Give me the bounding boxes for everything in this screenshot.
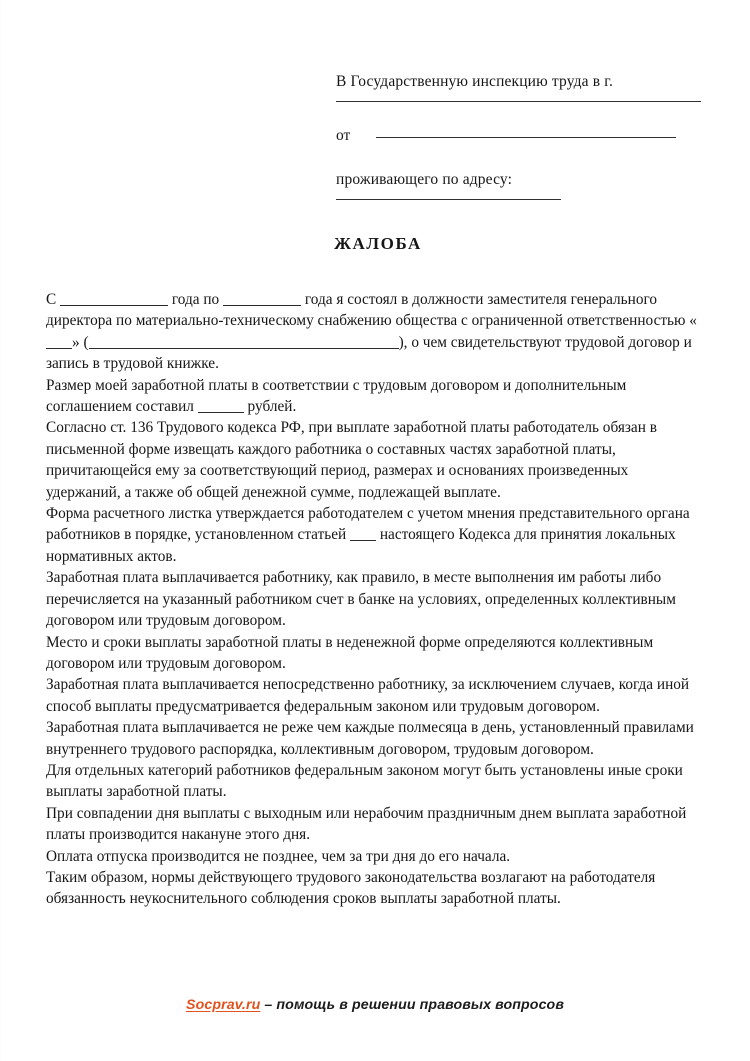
fill-in-blank[interactable] — [60, 293, 168, 306]
paragraph-non-monetary-form: Место и сроки выплаты заработной платы в неденежной форме определяются коллективным договором или трудовым договором. — [46, 633, 654, 672]
paragraph-payment-frequency: Заработная плата выплачивается не реже чем каждые полмесяца в день, установленный правилами внутреннего трудового распорядка, коллективным договором, трудовым договором. — [46, 719, 694, 758]
fill-in-blank[interactable] — [350, 528, 376, 541]
page-title: ЖАЛОБА — [334, 234, 422, 253]
page-left-edge — [0, 0, 1, 1061]
paragraph-holiday-coincidence: При совпадении дня выплаты с выходным или нерабочим праздничным днем выплата заработной платы производится накануне этого дня. — [46, 804, 687, 844]
fill-in-blank[interactable] — [198, 400, 244, 413]
paragraph-salary-amount: Размер моей заработной платы в соответствии с трудовым договором и дополнительным соглашением составил рублей. — [46, 376, 627, 416]
footer-watermark — [0, 997, 750, 1013]
paragraph-employment-period: С года по года я состоял в должности заместителя генерального директора по материально-техническому снабжению общества с ограниченной ответственностью «» ( ), о чем свидетельствуют трудовой договор и запись в трудовой книжке. — [46, 291, 697, 373]
from-row — [336, 127, 704, 145]
fill-in-blank[interactable] — [223, 293, 301, 306]
addressee-header-block — [336, 72, 704, 200]
site-brand-link[interactable]: Socprav.ru — [186, 997, 261, 1013]
from-label: от — [336, 126, 351, 144]
from-fill-line[interactable] — [376, 137, 676, 138]
paragraph-special-categories: Для отдельных категорий работников федеральным законом могут быть установлены иные сроки выплаты заработной платы. — [46, 761, 683, 801]
paragraph-direct-payment: Заработная плата выплачивается непосредственно работнику, за исключением случаев, когда иной способ выплаты предусматривается федеральным законом или трудовым договором. — [46, 676, 690, 715]
paragraph-payslip-form: Форма расчетного листка утверждается работодателем с учетом мнения представительного органа работников в порядке, установленном статьей настоящего Кодекса для принятия локальных нормативных актов. — [46, 505, 690, 565]
addressee-fill-line[interactable] — [336, 101, 701, 102]
fill-in-blank[interactable] — [46, 336, 72, 349]
paragraph-place-of-payment: Заработная плата выплачивается работнику, как правило, в месте выполнения им работы либо перечисляется на указанный работником счет в банке на условиях, определенных коллективным договором или трудовым договором. — [46, 569, 676, 630]
paragraph-article-136: Согласно ст. 136 Трудового кодекса РФ, при выплате заработной платы работодатель обязан в письменной форме извещать каждого работника о составных частях заработной платы, причитающейся ему за соответствующий период, размерах и основаниях произведенных удержаний, а также об общей денежной сумме, подлежащей выплате. — [46, 419, 657, 501]
paragraph-vacation-pay: Оплата отпуска производится не позднее, чем за три дня до его начала. — [46, 847, 511, 865]
addressee-line: В Государственную инспекцию труда в г. — [336, 73, 613, 90]
paragraph-conclusion: Таким образом, нормы действующего трудового законодательства возлагают на работодателя обязанность неукоснительного соблюдения сроков выплаты заработной платы. — [46, 868, 656, 908]
document-body — [46, 289, 706, 910]
fill-in-blank[interactable] — [89, 336, 399, 349]
footer-tagline: – помощь в решении правовых вопросов — [260, 997, 564, 1013]
address-label: проживающего по адресу: — [336, 170, 513, 188]
address-fill-line[interactable] — [336, 199, 561, 200]
